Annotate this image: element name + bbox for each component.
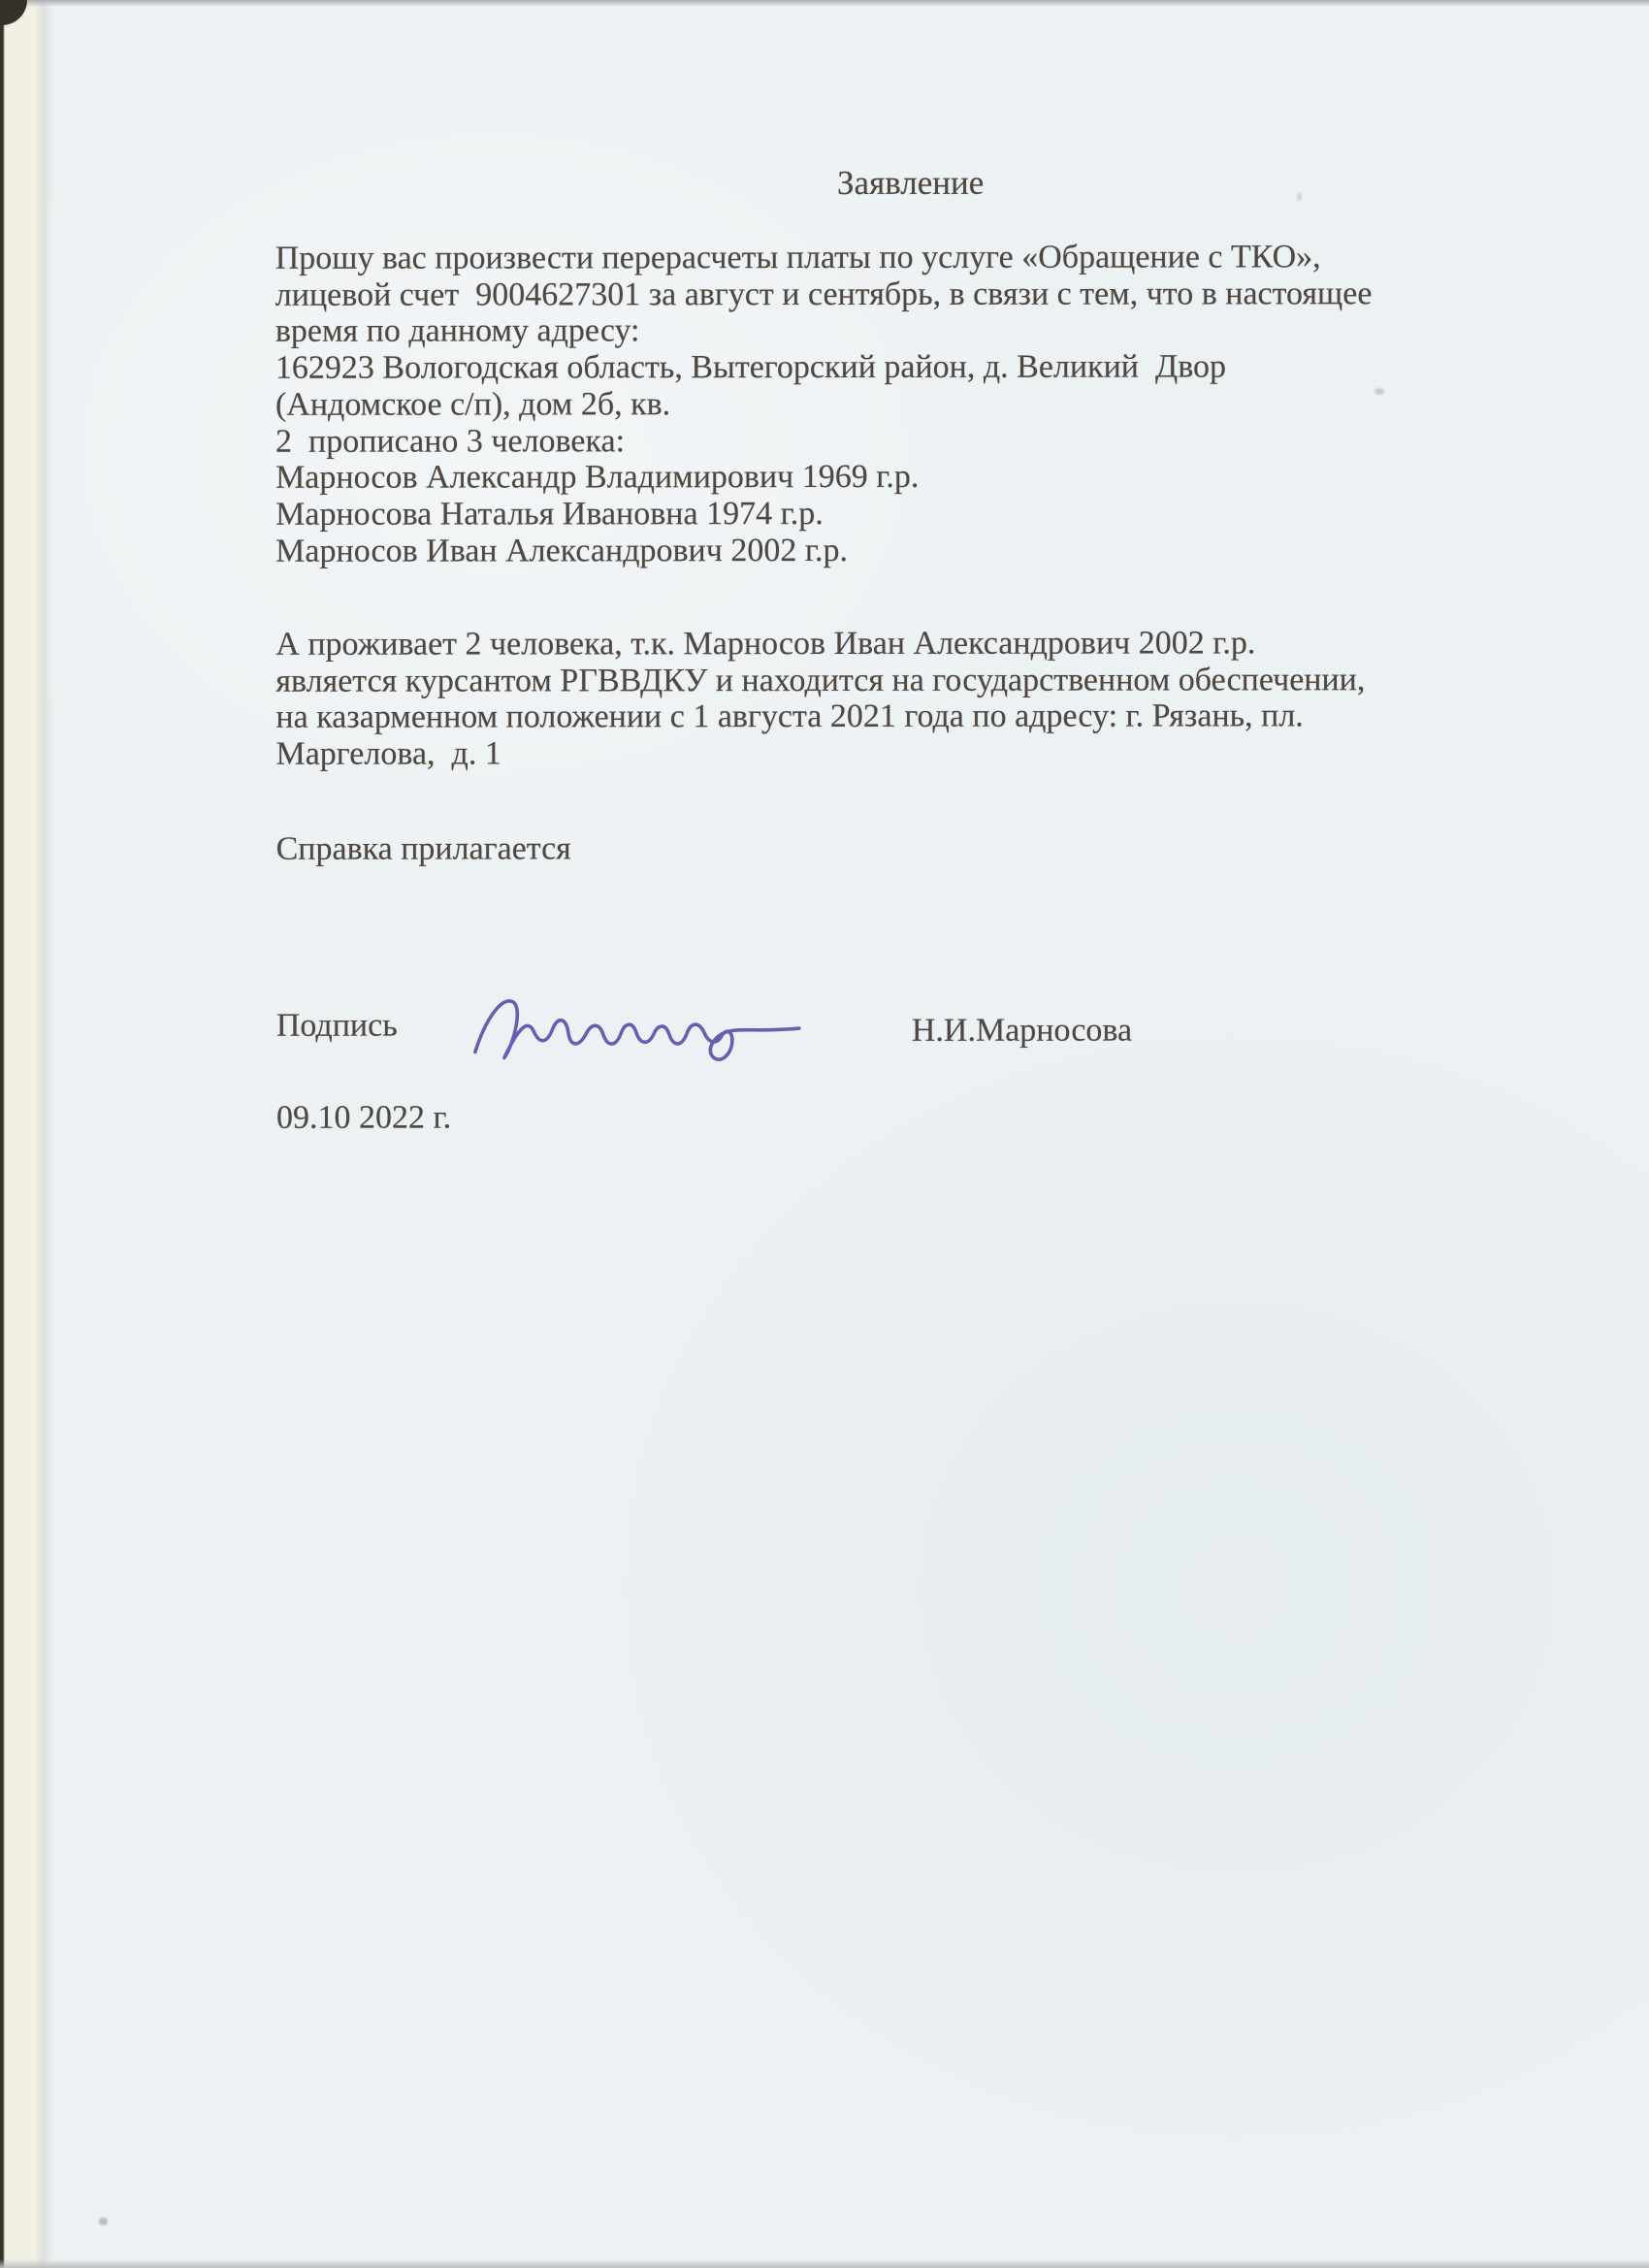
attachment-note bbox=[276, 829, 1508, 867]
registered-count-line: 2 прописано 3 человека: bbox=[275, 422, 626, 460]
body-line: является курсантом РГВВДКУ и находится на государственном обеспечении, bbox=[275, 661, 1366, 699]
address-line: 162923 Вологодская область, Вытегорский район, д. Великий Двор bbox=[275, 348, 1227, 386]
explanation-paragraph bbox=[275, 625, 1507, 773]
attachment-note-line: Справка прилагается bbox=[275, 830, 571, 867]
signature-label: Подпись bbox=[275, 1007, 398, 1044]
document-title: Заявление bbox=[836, 163, 985, 202]
resident-line: Марносов Иван Александрович 2002 г.р. bbox=[275, 532, 848, 569]
document-date: 09.10 2022 г. bbox=[275, 1099, 452, 1136]
body-line: А проживает 2 человека, т.к. Марносов Иван Александрович 2002 г.р. bbox=[275, 625, 1256, 663]
resident-line: Марносов Александр Владимирович 1969 г.р. bbox=[275, 459, 920, 497]
body-line: Маргелова, д. 1 bbox=[275, 735, 501, 772]
resident-line: Марносова Наталья Ивановна 1974 г.р. bbox=[275, 495, 824, 533]
signature-stroke bbox=[475, 1001, 799, 1060]
handwritten-signature bbox=[468, 978, 807, 1085]
body-line: лицевой счет 9004627301 за август и сентябрь, в связи с тем, что в настоящее bbox=[275, 275, 1373, 313]
signatory-name: Н.И.Марносова bbox=[911, 1012, 1133, 1049]
body-line: Прошу вас произвести перерасчеты платы по услуге «Обращение с ТКО», bbox=[275, 239, 1321, 276]
address-line: (Андомское с/п), дом 2б, кв. bbox=[275, 386, 671, 423]
body-line: время по данному адресу: bbox=[275, 312, 640, 350]
request-paragraph bbox=[275, 239, 1507, 569]
body-line: на казарменном положении с 1 августа 2021 года по адресу: г. Рязань, пл. bbox=[275, 697, 1304, 736]
